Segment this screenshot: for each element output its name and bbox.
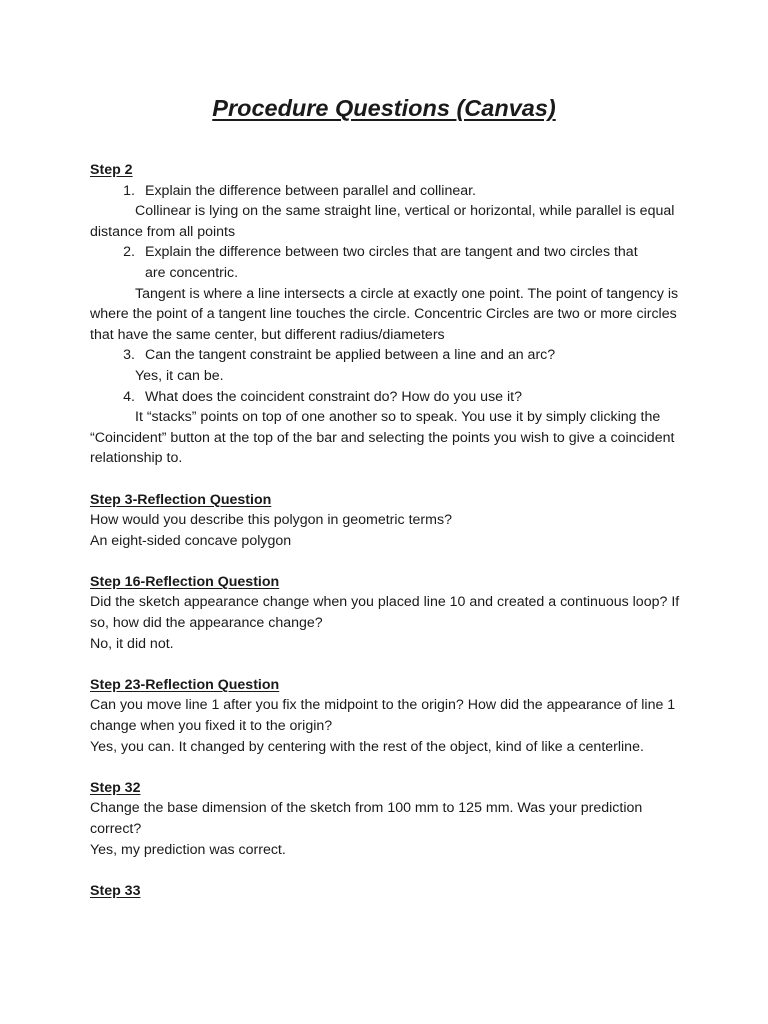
step-2-heading: Step 2: [90, 162, 133, 178]
question-number: 3.: [123, 347, 135, 364]
question-text: Explain the difference between parallel and collinear.: [145, 182, 477, 199]
step-33-section: [90, 881, 682, 902]
answer-text: Tangent is where a line intersects a circle at exactly one point. The point of tangency is where the point of a tangent line touches the circle. Concentric Circles are two or more circles that have the same center, but different radius/diameters: [90, 285, 679, 343]
step-2-section: [90, 160, 682, 469]
question-text: What does the coincident constraint do? How do you use it?: [145, 388, 522, 405]
question-number: 1.: [123, 182, 135, 199]
document-body: [90, 160, 682, 901]
step-2-question-list: [90, 181, 682, 469]
step-32-heading: Step 32: [90, 779, 141, 796]
question-text: Can you move line 1 after you fix the midpoint to the origin? How did the appearance of line 1 change when you fixed it to the origin?: [90, 697, 676, 735]
step-3-section: [90, 490, 682, 552]
answer-text: Yes, you can. It changed by centering with the rest of the object, kind of like a centerline.: [90, 738, 644, 755]
answer-text: Collinear is lying on the same straight line, vertical or horizontal, while parallel is equal distance from all points: [90, 203, 675, 240]
step-23-heading: Step 23-Reflection Question: [90, 676, 280, 693]
question-item-4: [90, 387, 682, 469]
question-text-continued: are concentric.: [145, 264, 239, 281]
question-item-1: [90, 181, 682, 243]
question-number: 2.: [123, 244, 135, 261]
question-item-3: [90, 345, 682, 386]
question-text: Can the tangent constraint be applied between a line and an arc?: [145, 347, 556, 364]
question-text: Did the sketch appearance change when you placed line 10 and created a continuous loop? If so, how did the appearance change?: [90, 594, 680, 632]
question-number: 4.: [123, 388, 135, 405]
step-32-section: [90, 778, 682, 860]
answer-text: Yes, it can be.: [135, 367, 224, 384]
step-16-section: [90, 572, 682, 654]
question-item-2: [90, 242, 682, 345]
step-3-heading: Step 3-Reflection Question: [90, 491, 272, 508]
answer-text: It “stacks” points on top of one another so to speak. You use it by simply clicking the “Coincident” button at the top of the bar and selecting the points you wish to give a coincident relationship to.: [90, 409, 675, 467]
answer-text: No, it did not.: [90, 635, 174, 652]
answer-text: Yes, my prediction was correct.: [90, 841, 286, 858]
question-text: Explain the difference between two circles that are tangent and two circles that: [145, 244, 638, 261]
answer-text: An eight-sided concave polygon: [90, 532, 292, 549]
step-33-heading: Step 33: [90, 882, 141, 899]
question-text: Change the base dimension of the sketch from 100 mm to 125 mm. Was your prediction correct?: [90, 800, 643, 837]
document-title: Procedure Questions (Canvas): [212, 95, 556, 121]
step-16-heading: Step 16-Reflection Question: [90, 573, 280, 590]
step-23-section: [90, 675, 682, 757]
question-text: How would you describe this polygon in geometric terms?: [90, 512, 452, 529]
